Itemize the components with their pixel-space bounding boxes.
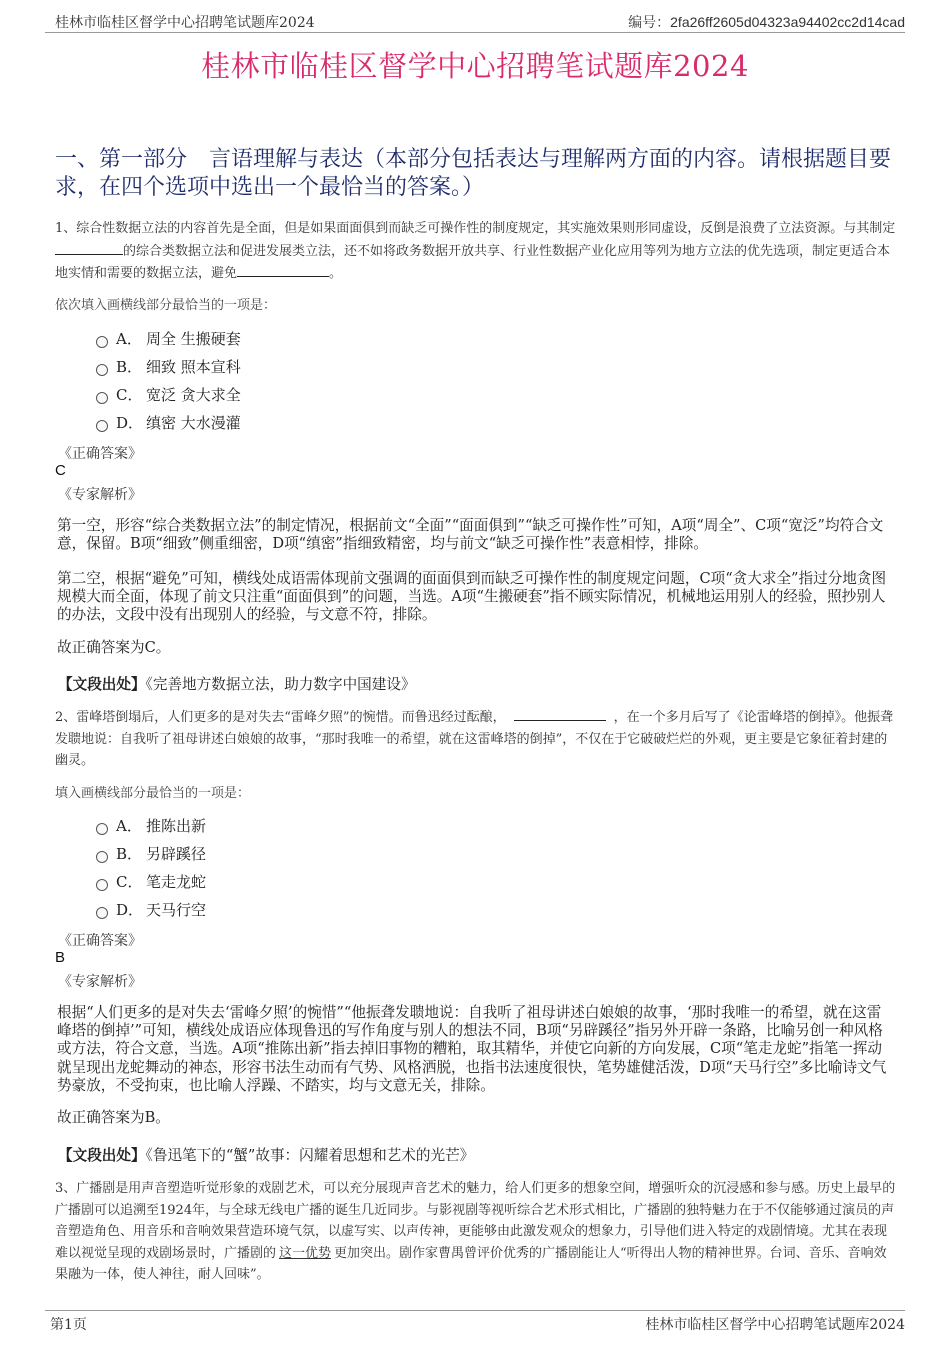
option-text: 宽泛 贪大求全 bbox=[146, 386, 241, 404]
header-divider bbox=[45, 32, 905, 33]
option-letter: D． bbox=[116, 414, 144, 432]
option-letter: C． bbox=[116, 386, 143, 404]
q2-text-part-b: ，在一个多月后写了《论雷峰塔的倒掉》。他振聋发聩地说：自我听了祖母讲述白娘娘的故事，“那时我唯一的希望，就在这雷峰塔的倒掉”，不仅在于它破破烂烂的外观，更主要是它象征着封建的幽灵。 bbox=[55, 710, 894, 768]
q2-source bbox=[58, 1144, 474, 1165]
q2-text-part-a: 2、雷峰塔倒塌后，人们更多的是对失去“雷峰夕照”的惋惜。而鲁迅经过酝酿， bbox=[55, 710, 506, 725]
section-heading: 一、第一部分 言语理解与表达（本部分包括表达与理解两方面的内容。请根据题目要求，在四个选项中选出一个最恰当的答案。） bbox=[55, 147, 892, 200]
q1-text-part-a: 1、综合性数据立法的内容首先是全面，但是如果面面俱到而缺乏可操作性的制度规定，其实施效果则形同虚设，反倒是浪费了立法资源。与其制定 bbox=[55, 221, 896, 236]
q1-answer: C bbox=[55, 462, 66, 479]
q2-option-c[interactable] bbox=[96, 871, 206, 893]
option-letter: A． bbox=[116, 817, 142, 835]
q2-option-b[interactable] bbox=[96, 843, 206, 865]
option-letter: B． bbox=[116, 358, 143, 376]
q2-analysis-label: 《专家解析》 bbox=[58, 974, 142, 990]
q2-option-a[interactable] bbox=[96, 815, 206, 837]
option-text: 天马行空 bbox=[146, 901, 207, 919]
source-title: 《完善地方数据立法，助力数字中国建设》 bbox=[145, 676, 416, 693]
footer-doc-title: 桂林市临桂区督学中心招聘笔试题库2024 bbox=[645, 1317, 905, 1333]
q1-analysis-para-2: 第二空，根据“避免”可知，横线处成语需体现前文强调的面面俱到而缺乏可操作性的制度规定问题，C项“贪大求全”指过分地贪图规模大而全面，体现了前文只注重“面面俱到”的问题，当选。A项“生搬硬套”指不顾实际情况，机械地运用别人的经验，照抄别人的办法，文段中没有出现别人的经验，与文意不符，排除。 bbox=[57, 570, 887, 624]
radio-icon[interactable] bbox=[96, 907, 108, 919]
option-letter: C． bbox=[116, 873, 143, 891]
radio-icon[interactable] bbox=[96, 879, 108, 891]
q1-option-b[interactable] bbox=[96, 356, 241, 378]
q1-blank-1 bbox=[55, 240, 123, 255]
option-text: 周全 生搬硬套 bbox=[146, 330, 241, 348]
q2-option-d[interactable] bbox=[96, 899, 206, 921]
q2-answer: B bbox=[55, 949, 66, 966]
source-title: 《鲁迅笔下的“蟹”故事：闪耀着思想和艺术的光芒》 bbox=[145, 1147, 475, 1164]
q2-analysis-para-1: 根据“人们更多的是对失去‘雷峰夕照’的惋惜”“他振聋发聩地说：自我听了祖母讲述白娘娘的故事，‘那时我唯一的希望，就在这雷峰塔的倒掉’”可知，横线处成语应体现鲁迅的写作角度与别人的想法不同，B项“另辟蹊径”指另外开辟一条路，比喻另创一种风格或方法，符合文意，当选。A项“推陈出新”指去掉旧事物的糟粕，取其精华，并使它向新的方向发展，C项“笔走龙蛇”指笔一挥动就呈现出龙蛇舞动的神态，形容书法生动而有气势、风格洒脱，也指书法速度很快，笔势雄健活泼，D项“天马行空”多比喻诗文气势豪放，不受拘束，也比喻人浮躁、不踏实，均与文意无关，排除。 bbox=[57, 1004, 887, 1094]
radio-icon[interactable] bbox=[96, 392, 108, 404]
q3-underlined-phrase: 这一优势 bbox=[279, 1245, 332, 1261]
q1-blank-2 bbox=[237, 262, 329, 277]
option-letter: D． bbox=[116, 901, 144, 919]
q1-prompt: 依次填入画横线部分最恰当的一项是： bbox=[55, 298, 277, 313]
option-text: 细致 照本宣科 bbox=[146, 358, 241, 376]
q1-option-c[interactable] bbox=[96, 384, 241, 406]
source-label: 【文段出处】 bbox=[58, 676, 146, 693]
q1-text-part-b: 的综合类数据立法和促进发展类立法，还不如将政务数据开放共享、行业性数据产业化应用等列为地方立法的优先选项，制定更适合本地实情和需要的数据立法，避免 bbox=[55, 243, 891, 281]
q3-text-part-a: 3、广播剧是用声音塑造听觉形象的戏剧艺术，可以充分展现声音艺术的魅力，给人们更多的想象空间，增强听众的沉浸感和参与感。历史上最早的广播剧可以追溯至1924年，与全球无线电广播的诞生几近同步。与影视剧等视听综合艺术形式相比，广播剧的独特魅力在于不仅能够通过演员的声音塑造角色、用音乐和音响效果营造环境气氛，以虚写实、以声传神，更能够由此激发观众的想象力，引导他们进入特定的戏剧情境。尤其在表现难以视觉呈现的戏剧场景时，广播剧的 bbox=[55, 1181, 896, 1261]
q1-option-d[interactable] bbox=[96, 412, 241, 434]
source-label: 【文段出处】 bbox=[58, 1147, 146, 1164]
question-1-text bbox=[55, 218, 897, 285]
radio-icon[interactable] bbox=[96, 336, 108, 348]
q2-answer-label: 《正确答案》 bbox=[58, 933, 142, 949]
header-doc-title: 桂林市临桂区督学中心招聘笔试题库2024 bbox=[55, 15, 315, 31]
q2-analysis-conclusion: 故正确答案为B。 bbox=[57, 1109, 170, 1126]
option-text: 推陈出新 bbox=[146, 817, 207, 835]
page-title: 桂林市临桂区督学中心招聘笔试题库2024 bbox=[201, 49, 749, 83]
page-number: 第1页 bbox=[50, 1317, 87, 1333]
option-letter: A． bbox=[116, 330, 142, 348]
q1-text-part-c: 。 bbox=[329, 266, 343, 281]
q2-blank-1 bbox=[514, 706, 606, 721]
q3-text-part-b: 更加突出。剧作家曹禺曾评价优秀的广播剧能让人“听得出人物的精神世界。台词、音乐、音响效果融为一体，使人神往，耐人回味”。 bbox=[55, 1245, 887, 1282]
q1-analysis-conclusion: 故正确答案为C。 bbox=[57, 639, 171, 656]
question-2-text bbox=[55, 706, 897, 772]
radio-icon[interactable] bbox=[96, 851, 108, 863]
option-text: 缜密 大水漫灌 bbox=[146, 414, 241, 432]
code-value: 2fa26ff2605d04323a94402cc2d14cad bbox=[670, 14, 905, 30]
q1-analysis-label: 《专家解析》 bbox=[58, 487, 142, 503]
option-letter: B． bbox=[116, 845, 143, 863]
footer-divider bbox=[45, 1310, 905, 1311]
q1-option-a[interactable] bbox=[96, 328, 241, 350]
radio-icon[interactable] bbox=[96, 364, 108, 376]
header-doc-code bbox=[628, 12, 905, 32]
option-text: 另辟蹊径 bbox=[146, 845, 207, 863]
option-text: 笔走龙蛇 bbox=[146, 873, 207, 891]
radio-icon[interactable] bbox=[96, 420, 108, 432]
radio-icon[interactable] bbox=[96, 823, 108, 835]
code-label: 编号： bbox=[628, 14, 671, 30]
q1-analysis-para-1: 第一空，形容“综合类数据立法”的制定情况，根据前文“全面”“面面俱到”“缺乏可操作性”可知，A项“周全”、C项“宽泛”均符合文意，保留。B项“细致”侧重细密，D项“缜密”指细致精密，均与前文“缺乏可操作性”表意相悖，排除。 bbox=[57, 517, 884, 553]
question-3-text bbox=[55, 1178, 897, 1286]
q2-prompt: 填入画横线部分最恰当的一项是： bbox=[55, 786, 251, 801]
q1-answer-label: 《正确答案》 bbox=[58, 446, 142, 462]
q1-source bbox=[58, 673, 416, 694]
